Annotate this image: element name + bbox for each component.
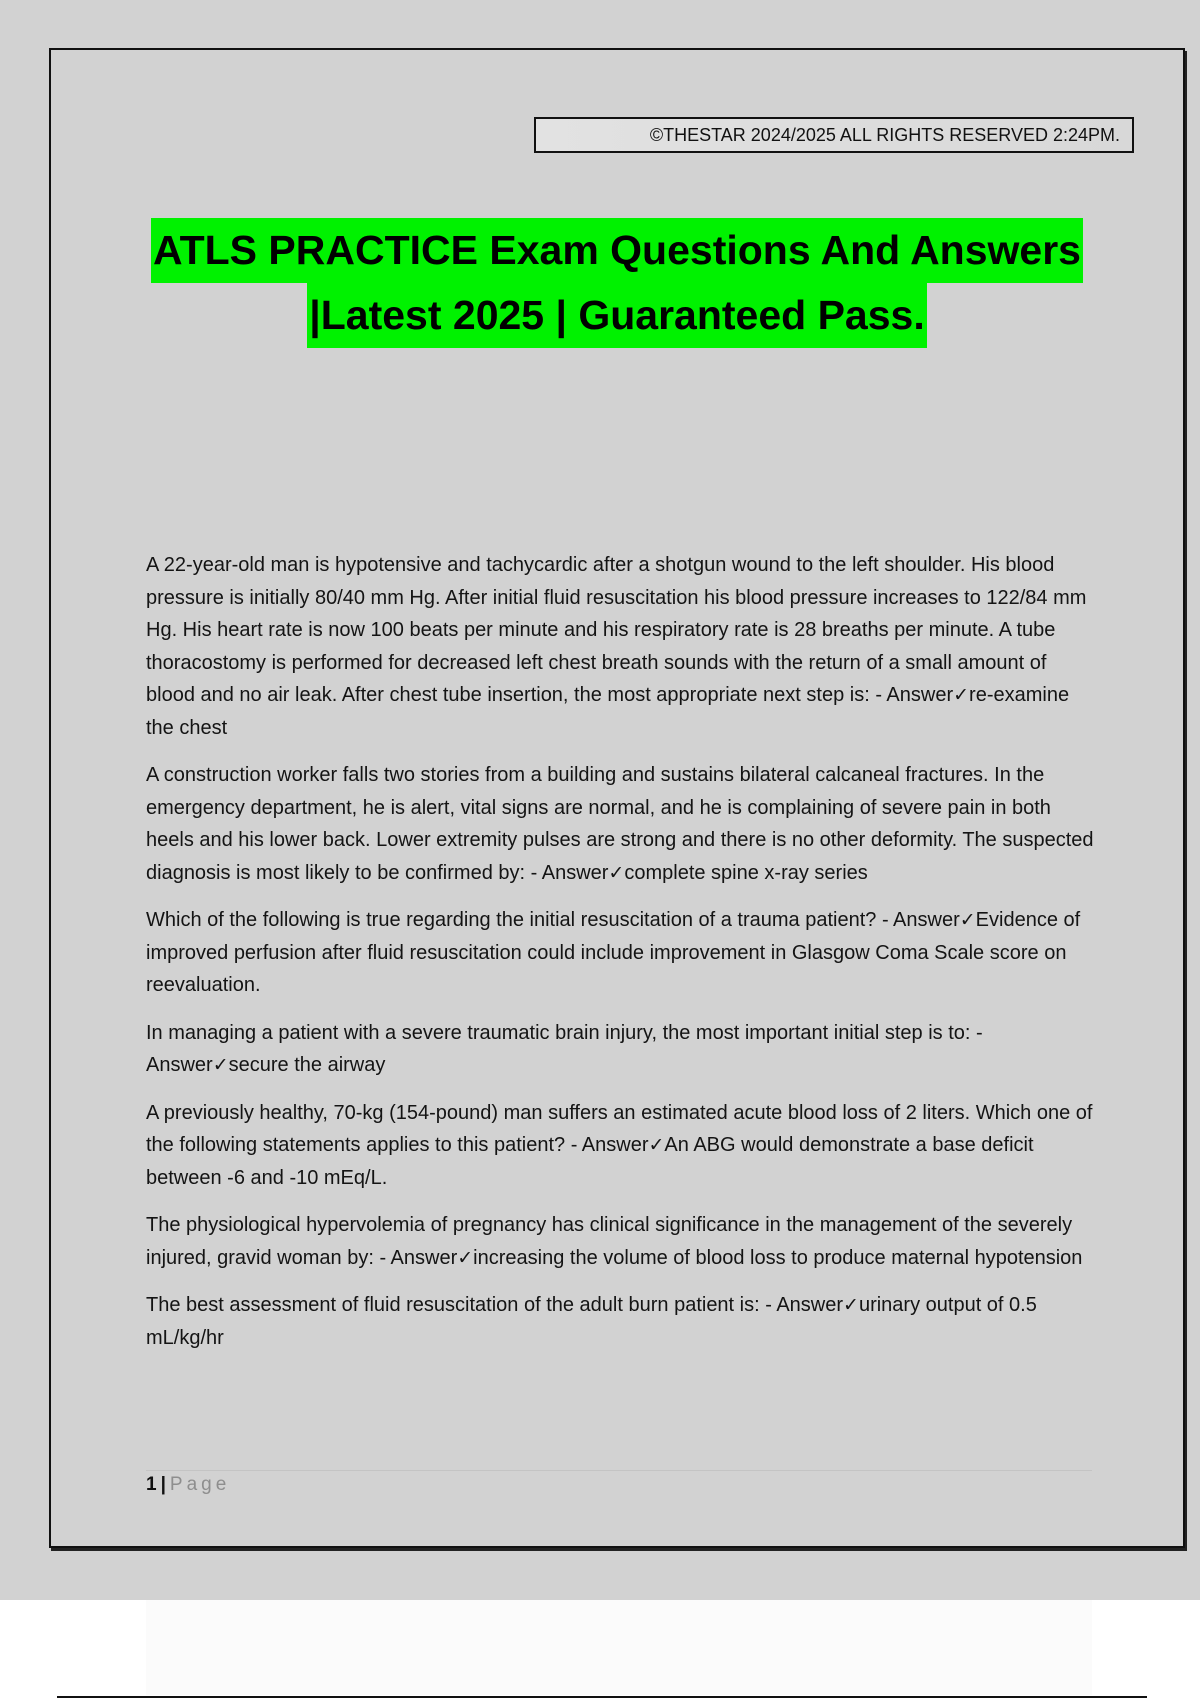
question-text: A construction worker falls two stories from a building and sustains bilateral calcaneal fractures. In the emergency department, he is alert, vital signs are normal, and he is complaining of severe pain in both heels and his lower back. Lower extremity pulses are strong and there is no other deformity. The suspected diagnosis is most likely to be confirmed by: <box>146 764 1094 884</box>
page-number <box>146 1473 230 1497</box>
check-icon: ✓ <box>648 1134 665 1156</box>
answer-text: increasing the volume of blood loss to produce maternal hypotension <box>473 1246 1083 1269</box>
check-icon: ✓ <box>608 861 625 884</box>
page-number-separator: | <box>160 1474 166 1495</box>
document-title <box>0 218 1200 348</box>
question-text: In managing a patient with a severe traumatic brain injury, the most important initial step is to: <box>146 1021 971 1044</box>
title-line-1: ATLS PRACTICE Exam Questions And Answers <box>151 218 1083 283</box>
check-icon: ✓ <box>212 1054 229 1076</box>
qa-item <box>146 1289 1096 1354</box>
answer-separator: - Answer <box>146 1021 983 1076</box>
title-line-2: |Latest 2025 | Guaranteed Pass. <box>307 283 926 348</box>
answer-text: complete spine x-ray series <box>624 861 868 884</box>
qa-item <box>146 759 1096 889</box>
answer-text: urinary output of 0.5 mL/kg/hr <box>146 1294 1037 1349</box>
answer-text: secure the airway <box>228 1054 386 1076</box>
check-icon: ✓ <box>953 684 970 706</box>
question-text: A 22-year-old man is hypotensive and tachycardic after a shotgun wound to the left shoulder. His blood pressure is initially 80/40 mm Hg. After initial fluid resuscitation his blood pressure increases to 122/84 mm Hg. His heart rate is now 100 beats per minute and his respiratory rate is 28 breaths per minute. A tube thoracostomy is performed for decreased left chest breath sounds with the return of a small amount of blood and no air leak. After chest tube insertion, the most appropriate next step is: <box>146 554 1087 706</box>
check-icon: ✓ <box>959 909 976 931</box>
question-text: The best assessment of fluid resuscitation of the adult burn patient is: <box>146 1294 760 1316</box>
question-text: A previously healthy, 70-kg (154-pound) man suffers an estimated acute blood loss of 2 liters. Which one of the following statements applies to this patient? <box>146 1101 1093 1156</box>
qa-item <box>146 904 1096 1002</box>
qa-item <box>146 1097 1096 1195</box>
copyright-notice: ©THESTAR 2024/2025 ALL RIGHTS RESERVED 2:24PM. <box>534 117 1134 153</box>
footer-divider <box>146 1470 1092 1471</box>
answer-separator: - Answer <box>876 909 960 931</box>
page-label: Page <box>169 1474 231 1495</box>
answer-text: re-examine the chest <box>146 684 1070 739</box>
bottom-divider <box>57 1696 1147 1698</box>
check-icon: ✓ <box>843 1294 859 1316</box>
next-page-preview <box>146 1600 1092 1695</box>
answer-separator: - Answer <box>525 861 609 884</box>
answer-separator: - Answer <box>759 1294 844 1316</box>
qa-item <box>146 1017 1096 1082</box>
answer-separator: - Answer <box>373 1246 458 1269</box>
answer-text: Evidence of improved perfusion after fluid resuscitation could include improvement in Glasgow Coma Scale score on reevaluation. <box>146 909 1081 996</box>
answer-text: An ABG would demonstrate a base deficit between -6 and -10 mEq/L. <box>146 1134 1034 1189</box>
question-text: Which of the following is true regarding the initial resuscitation of a trauma patient? <box>146 909 877 931</box>
page-number-value: 1 <box>146 1474 157 1495</box>
answer-separator: - Answer <box>869 684 954 706</box>
answer-separator: - Answer <box>565 1134 649 1156</box>
check-icon: ✓ <box>457 1246 474 1269</box>
qa-item <box>146 1209 1096 1274</box>
qa-list <box>146 549 1096 1354</box>
question-text: The physiological hypervolemia of pregnancy has clinical significance in the management of the severely injured, gravid woman by: <box>146 1214 1073 1269</box>
qa-item <box>146 549 1096 744</box>
